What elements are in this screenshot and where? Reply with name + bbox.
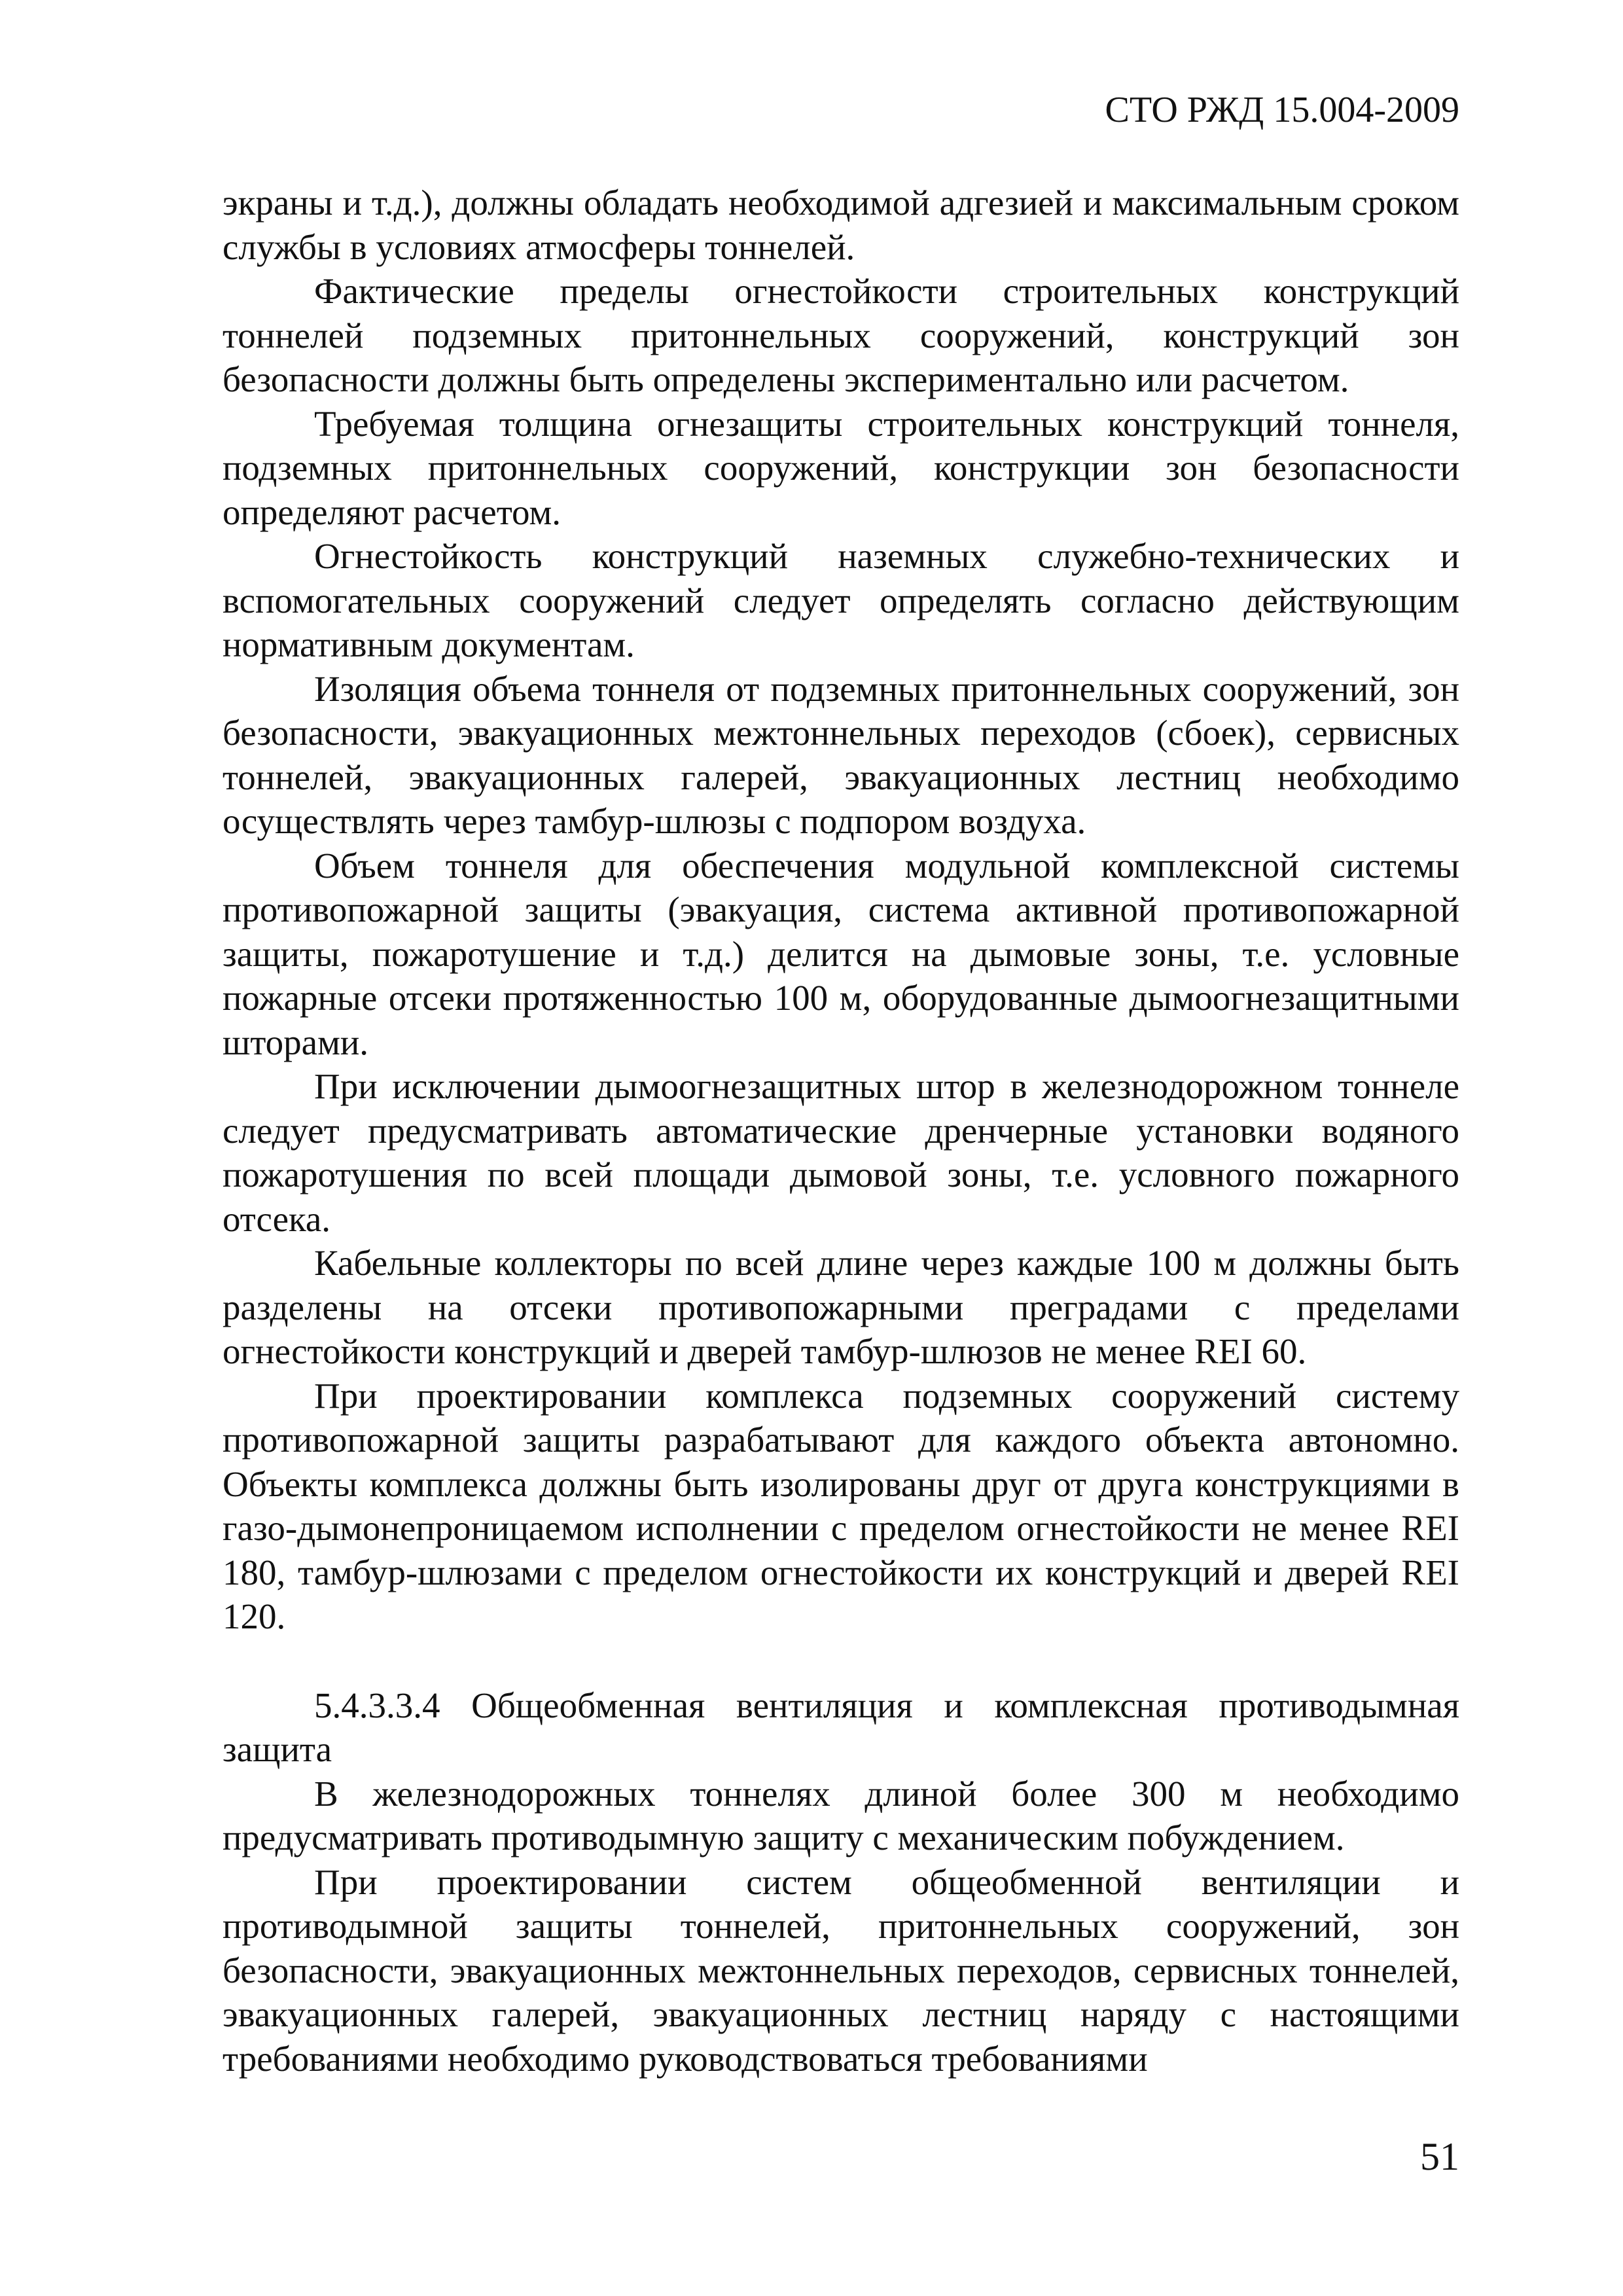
paragraph-ventilation-design: При проектировании систем общеобменной вентиляции и противодымной защиты тоннелей, притоннельных сооружений, зон безопасности, эвакуационных межтоннельных переходов, сервисных тоннелей, эвакуационных галерей, эвакуационных лестниц наряду с настоящими требованиями необходимо руководствоваться требованиями bbox=[223, 1861, 1459, 2079]
document-code-header: СТО РЖД 15.004-2009 bbox=[1105, 90, 1459, 130]
paragraph-complex-design: При проектировании комплекса подземных сооружений систему противопожарной защиты разрабатывают для каждого объекта автономно. Объекты комплекса должны быть изолированы друг от друга конструкциями в газо-дымонепроницаемом исполнении с пределом огнестойкости не менее REI 180, тамбур-шлюзами с пределом огнестойкости их конструкций и дверей REI 120. bbox=[223, 1375, 1459, 1636]
paragraph-cable-collectors: Кабельные коллекторы по всей длине через каждые 100 м должны быть разделены на отсеки противопожарными преградами с пределами огнестойкости конструкций и дверей тамбур-шлюзов не менее REI 60. bbox=[223, 1243, 1459, 1371]
paragraph-smoke-protection-requirement: В железнодорожных тоннелях длиной более 300 м необходимо предусматривать противодымную защиту с механическим побуждением. bbox=[223, 1773, 1459, 1857]
paragraph-drencher-installations: При исключении дымоогнезащитных штор в железнодорожном тоннеле следует предусматривать автоматические дренчерные установки водяного пожаротушения по всей площади дымовой зоны, т.е. условного пожарного отсека. bbox=[223, 1066, 1459, 1239]
paragraph-continued: экраны и т.д.), должны обладать необходимой адгезией и максимальным сроком службы в условиях атмосферы тоннелей. bbox=[223, 183, 1459, 267]
paragraph-tunnel-isolation: Изоляция объема тоннеля от подземных притоннельных сооружений, зон безопасности, эвакуационных межтоннельных переходов (сбоек), сервисных тоннелей, эвакуационных галерей, эвакуационных лестниц необходимо осуществлять через тамбур-шлюзы с подпором воздуха. bbox=[223, 668, 1459, 841]
paragraph-ground-structures: Огнестойкость конструкций наземных служебно-технических и вспомогательных сооружений следует определять согласно действующим нормативным документам. bbox=[223, 536, 1459, 664]
document-body bbox=[223, 181, 1459, 2081]
paragraph-fire-resistance-limits: Фактические пределы огнестойкости строительных конструкций тоннелей подземных притоннельных сооружений, конструкций зон безопасности должны быть определены экспериментально или расчетом. bbox=[223, 271, 1459, 399]
section-heading: 5.4.3.3.4 Общеобменная вентиляция и комплексная противодымная защита bbox=[223, 1685, 1459, 1769]
paragraph-fire-protection-thickness: Требуемая толщина огнезащиты строительных конструкций тоннеля, подземных притоннельных сооружений, конструкции зон безопасности определяют расчетом. bbox=[223, 403, 1459, 532]
page-number: 51 bbox=[1420, 2135, 1459, 2178]
paragraph-smoke-zones: Объем тоннеля для обеспечения модульной комплексной системы противопожарной защиты (эвакуация, система активной противопожарной защиты, пожаротушение и т.д.) делится на дымовые зоны, т.е. условные пожарные отсеки протяженностью 100 м, оборудованные дымоогнезащитными шторами. bbox=[223, 845, 1459, 1062]
